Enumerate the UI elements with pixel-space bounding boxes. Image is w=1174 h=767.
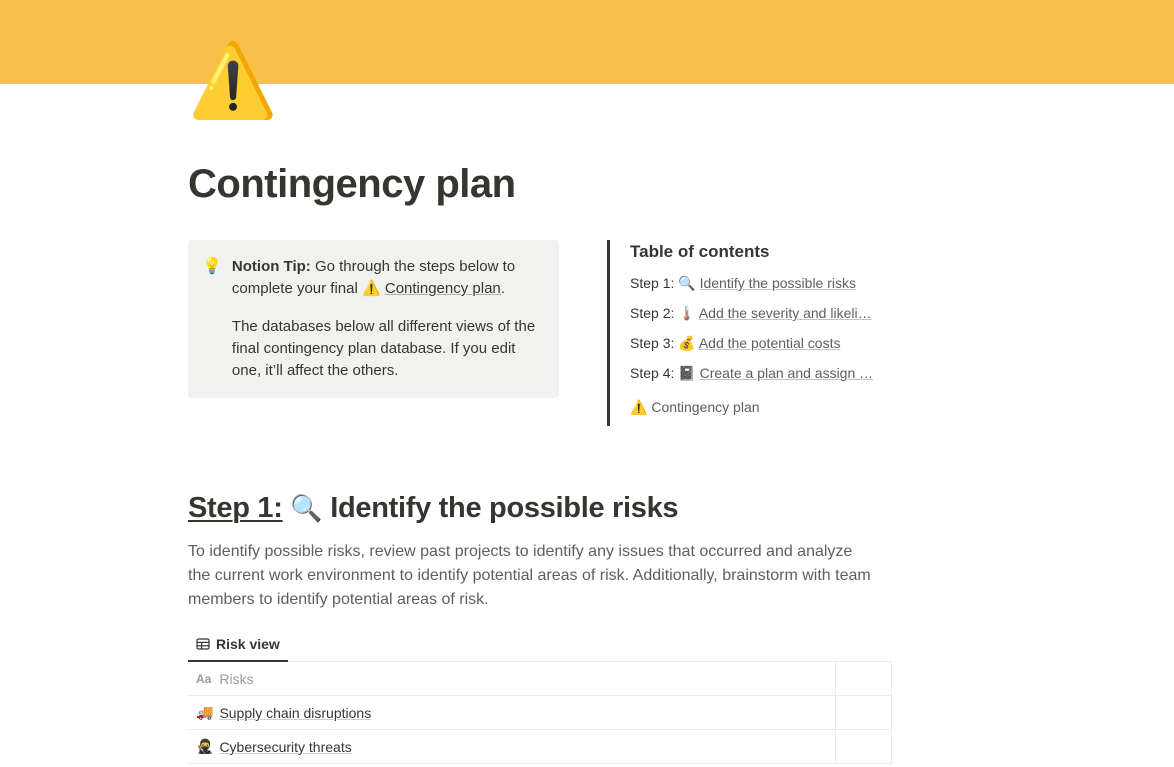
toc-item-label: Identify the possible risks <box>699 275 856 291</box>
row-title: Supply chain disruptions <box>219 704 372 721</box>
toc-item-prefix: Step 3: <box>630 335 675 351</box>
notion-tip-callout[interactable] <box>188 240 559 398</box>
tab-label: Risk view <box>216 636 280 653</box>
magnifier-icon: 🔍 <box>678 275 696 291</box>
notebook-icon: 📓 <box>678 365 696 381</box>
toc-item-step-4[interactable] <box>630 362 897 384</box>
lightbulb-icon: 💡 <box>202 258 222 275</box>
row-title-cell[interactable] <box>188 696 836 730</box>
step-1-heading[interactable] <box>188 490 1134 526</box>
text-type-icon: Aa <box>196 671 212 686</box>
step-1-heading-prefix: Step 1: <box>188 492 283 524</box>
row-empty-cell[interactable] <box>836 696 892 730</box>
toc-item-prefix: Step 1: <box>630 275 675 291</box>
step-1-heading-text: Identify the possible risks <box>330 492 679 524</box>
callout-lead-label: Notion Tip: <box>231 258 311 275</box>
column-header-label: Risks <box>219 670 254 687</box>
page-body <box>0 84 1174 764</box>
database-table <box>188 662 892 764</box>
toc-title: Table of contents <box>630 242 770 261</box>
tab-risk-view[interactable] <box>188 630 288 662</box>
row-empty-cell[interactable] <box>836 730 892 764</box>
toc-item-contingency-plan[interactable] <box>630 396 897 418</box>
risk-database <box>188 630 1134 764</box>
toc-item-prefix: Step 4: <box>630 365 675 381</box>
page-cover <box>0 0 1174 84</box>
money-bag-icon: 💰 <box>678 335 696 351</box>
toc-item-label: Contingency plan <box>651 399 760 415</box>
callout-paragraph-2: The databases below all different views of the final contingency plan database. If you edit one, it’ll affect the others. <box>231 318 536 379</box>
truck-icon: 🚚 <box>196 704 214 721</box>
contingency-plan-link[interactable]: Contingency plan <box>384 280 501 297</box>
warning-icon: ⚠️ <box>630 399 648 415</box>
magnifier-icon: 🔍 <box>290 493 323 523</box>
callout-lead-text: Go through the steps below to complete your final <box>231 258 516 297</box>
toc-item-label: Add the severity and likeli… <box>698 305 872 321</box>
toc-item-prefix: Step 2: <box>630 305 675 321</box>
callout-lead-tail: . <box>500 280 505 297</box>
toc-item-step-2[interactable] <box>630 302 897 324</box>
callout-paragraph-1 <box>232 256 543 300</box>
step-1-description: To identify possible risks, review past projects to identify any issues that occurred and analyze the current work environment to identify potential areas of risk. Additionally, brainstorm with team members to identify potential areas of risk. <box>188 543 871 609</box>
column-header-empty[interactable] <box>836 662 892 696</box>
callout-body <box>232 256 543 382</box>
toc-item-step-1[interactable] <box>630 272 897 294</box>
ninja-icon: 🥷 <box>196 738 214 755</box>
thermometer-icon: 🌡️ <box>678 305 696 321</box>
toc-item-label: Create a plan and assign … <box>699 365 874 381</box>
callout-link-emoji: ⚠️ <box>362 280 381 297</box>
row-title: Cybersecurity threats <box>219 738 352 755</box>
column-header-risks[interactable] <box>188 662 836 696</box>
database-view-tabs <box>188 630 892 662</box>
table-row[interactable] <box>188 730 892 764</box>
table-icon <box>196 637 210 651</box>
table-of-contents <box>607 240 897 426</box>
toc-item-step-3[interactable] <box>630 332 897 354</box>
top-columns <box>188 240 1134 426</box>
step-1-section <box>188 490 1134 764</box>
page-icon[interactable]: ⚠️ <box>188 41 278 121</box>
page-title[interactable]: Contingency plan <box>188 162 516 206</box>
table-header-row <box>188 662 892 696</box>
row-title-cell[interactable] <box>188 730 836 764</box>
toc-item-label: Add the potential costs <box>698 335 841 351</box>
table-row[interactable] <box>188 696 892 730</box>
